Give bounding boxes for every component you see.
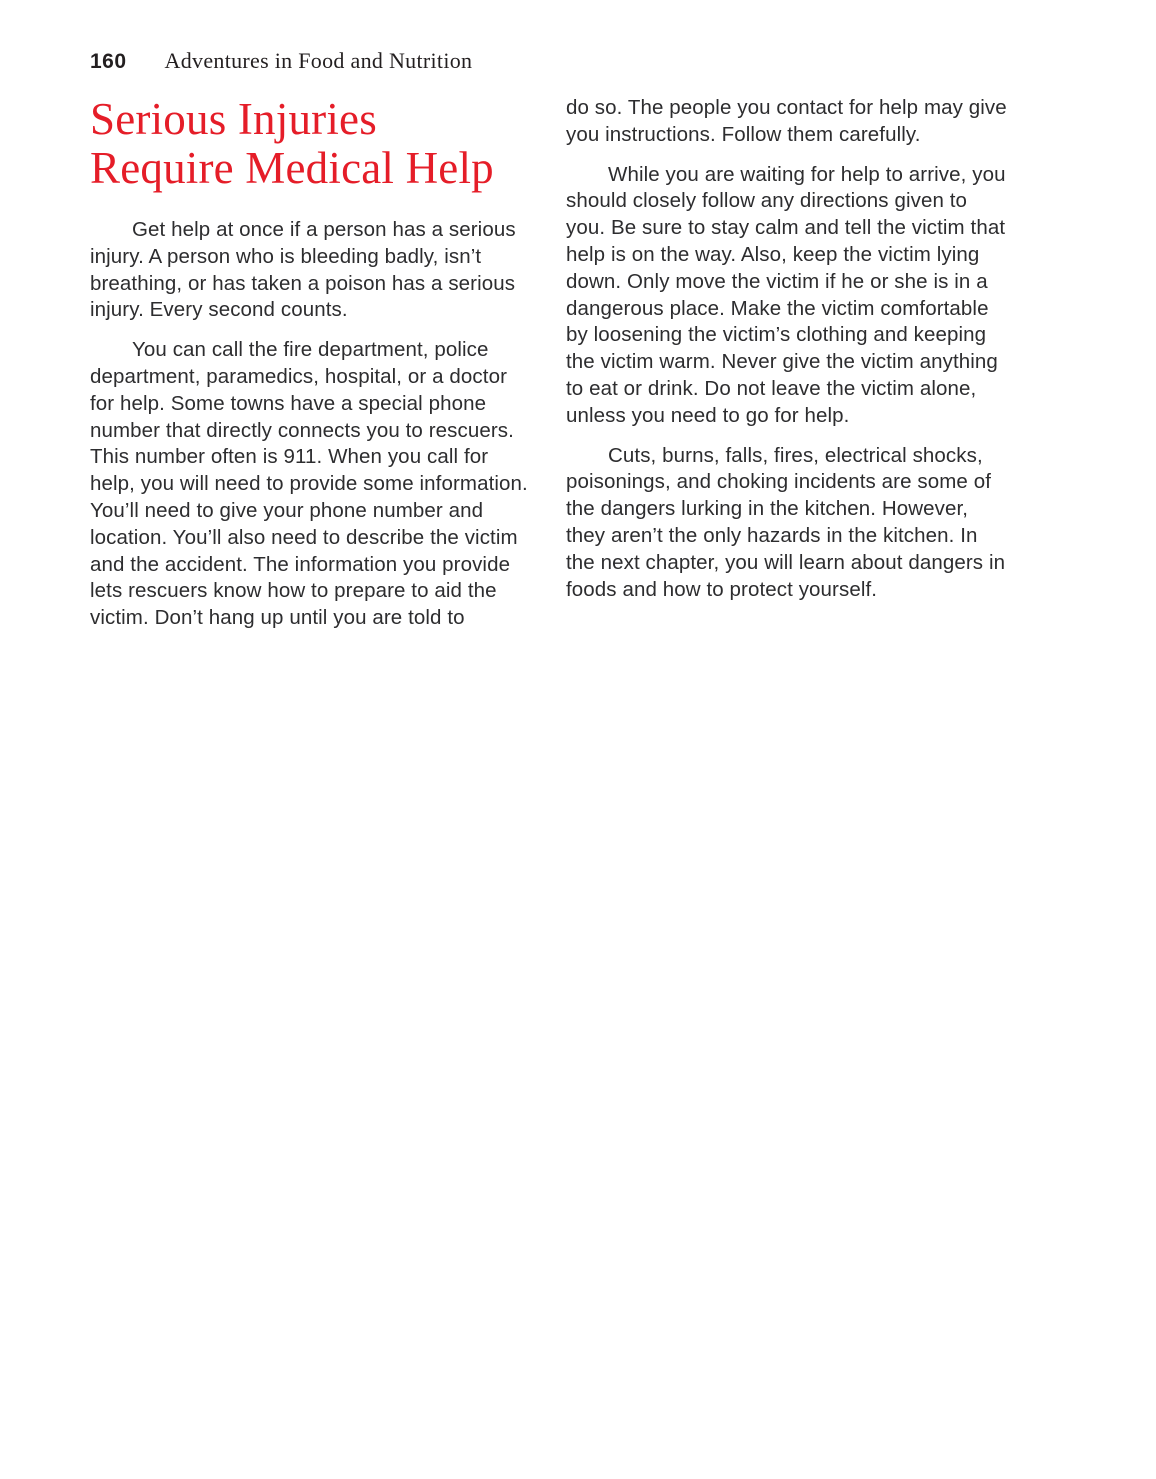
page-number: 160 [90, 50, 127, 73]
section-heading [90, 95, 532, 193]
right-column [566, 95, 1008, 616]
paragraph: Cuts, burns, falls, fires, electrical shocks, poisonings, and choking incidents are some of the dangers lurking in the kitchen. However, they aren’t the only hazards in the kitchen. In the next chapter, you will learn about dangers in foods and how to protect yourself. [566, 443, 1006, 601]
paragraph: Get help at once if a person has a serious injury. A person who is bleeding badly, isn’t breathing, or has taken a poison has a serious injury. Every second counts. [90, 218, 516, 322]
running-header [90, 48, 472, 74]
paragraph-continuation: do so. The people you contact for help may give you instructions. Follow them carefully. [566, 96, 1007, 146]
paragraph: You can call the fire department, police department, paramedics, hospital, or a doctor for help. Some towns have a special phone number that directly connects you to rescuers. This number often is 911. When you call for help, you will need to provide some information. You’ll need to give your phone number and location. You’ll also need to describe the victim and the accident. The information you provide lets rescuers know how to prepare to aid the victim. Don’t hang up until you are told to [90, 338, 528, 630]
section-heading-line2: Require Medical Help [90, 143, 494, 193]
section-heading-line1: Serious Injuries [90, 94, 377, 144]
book-title: Adventures in Food and Nutrition [164, 48, 473, 73]
left-column [90, 95, 532, 645]
paragraph: While you are waiting for help to arrive, you should closely follow any directions given to you. Be sure to stay calm and tell the victim that help is on the way. Also, keep the victim lying down. Only move the victim if he or she is in a dangerous place. Make the victim comfortable by loosening the victim’s clothing and keeping the victim warm. Never give the victim anything to eat or drink. Do not leave the victim alone, unless you need to go for help. [566, 162, 1006, 427]
